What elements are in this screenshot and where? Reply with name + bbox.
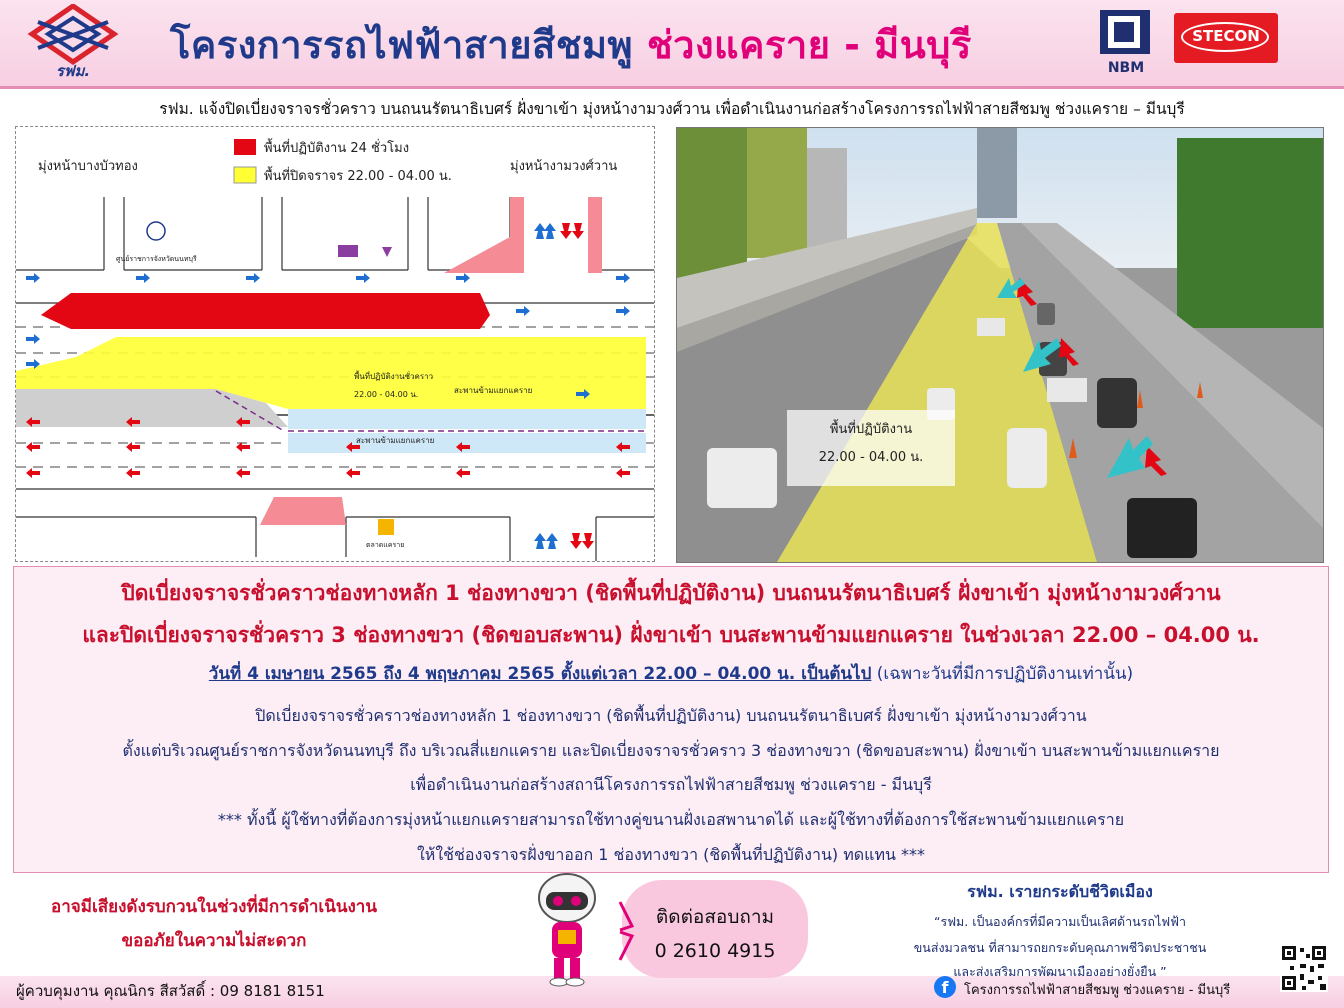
slogan-line-2: ขนส่งมวลชน ที่สามารถยกระดับคุณภาพชีวิตประชาชน xyxy=(913,940,1207,955)
facebook-page-name[interactable]: โครงการรถไฟฟ้าสายสีชมพู ช่วงแคราย - มีนบุรี xyxy=(964,983,1231,998)
traffic-map-diagram xyxy=(16,127,654,561)
phone-icon xyxy=(614,896,644,966)
body-line-1: ปิดเบี่ยงจราจรชั่วคราวช่องทางหลัก 1 ช่องทางขวา (ชิดพื้นที่ปฏิบัติงาน) บนถนนรัตนาธิเบศร์ ฝั่งขาเข้า มุ่งหน้างามวงศ์วาน xyxy=(255,706,1087,725)
slogan-line-1: “รฟม. เป็นองค์กรที่มีความเป็นเลิศด้านรถไฟฟ้า xyxy=(934,914,1186,929)
supervisor-contact: ผู้ควบคุมงาน คุณนิกร สีสวัสดิ์ : 09 8181 8151 xyxy=(16,982,325,1000)
announcement-subtitle: รฟม. แจ้งปิดเบี่ยงจราจรชั่วคราว บนถนนรัตนาธิเบศร์ ฝั่งขาเข้า มุ่งหน้างามวงศ์วาน เพื่อดำเนินงานก่อสร้างโครงการรถไฟฟ้าสายสีชมพู ช่วงแคราย – มีนบุรี xyxy=(159,100,1185,118)
slogan-line-3: และส่งเสริมการพัฒนาเมืองอย่างยั่งยืน ” xyxy=(953,964,1167,979)
body-line-5: ให้ใช้ช่องจราจรฝั่งขาออก 1 ช่องทางขวา (ชิดพื้นที่ปฏิบัติงาน) ทดแทน *** xyxy=(416,845,926,864)
zone-label-2: 22.00 - 04.00 น. xyxy=(354,390,419,399)
body-line-4: *** ทั้งนี้ ผู้ใช้ทางที่ต้องการมุ่งหน้าแยกแครายสามารถใช้ทางคู่ขนานฝั่งเอสพานาดได้ และผู้ใช้ทางที่ต้องการใช้สะพานข้ามแยกแคราย xyxy=(217,810,1125,829)
bridge-inbound xyxy=(288,433,646,453)
photo-label-line1: พื้นที่ปฏิบัติงาน xyxy=(829,422,913,437)
landmark-market: ตลาดแคราย xyxy=(366,541,405,549)
notice-line-1: อาจมีเสียงดังรบกวนในช่วงที่มีการดำเนินงาน xyxy=(51,897,377,917)
body-line-2: ตั้งแต่บริเวณศูนย์ราชการจังหวัดนนทบุรี ถึง บริเวณสี่แยกแคราย และปิดเบี่ยงจราจรชั่วคราว 3 ช่องทางขวา (ชิดขอบสะพาน) ฝั่งขาเข้า บนสะพานข้ามแยกแคราย xyxy=(122,741,1220,760)
notice-line-2: ขออภัยในความไม่สะดวก xyxy=(121,931,307,951)
bridge-label-2: สะพานข้ามแยกแคราย xyxy=(356,436,435,445)
mascot-image xyxy=(530,870,604,988)
legend-red-label: พื้นที่ปฏิบัติงาน 24 ชั่วโมง xyxy=(264,141,410,156)
page-title xyxy=(170,14,972,75)
site-photo-illustration xyxy=(677,128,1323,562)
mrta-logo-text: รฟม. xyxy=(55,62,91,80)
legend-yellow-label: พื้นที่ปิดจราจร 22.00 - 04.00 น. xyxy=(264,169,452,184)
date-range xyxy=(14,660,1328,687)
closure-details-box xyxy=(13,566,1329,873)
body-line-3: เพื่อดำเนินงานก่อสร้างสถานีโครงการรถไฟฟ้าสายสีชมพู ช่วงแคราย - มีนบุรี xyxy=(410,775,932,794)
warning-sign-icon xyxy=(382,247,392,257)
headline-1: ปิดเบี่ยงจราจรชั่วคราวช่องทางหลัก 1 ช่องทางขวา (ชิดพื้นที่ปฏิบัติงาน) บนถนนรัตนาธิเบศร์ ฝั่งขาเข้า มุ่งหน้างามวงศ์วาน xyxy=(121,581,1221,605)
photo-work-area-label xyxy=(787,410,955,486)
traffic-map xyxy=(15,126,655,562)
stecon-logo-text: STECON xyxy=(1192,27,1260,45)
direction-bangbuathong: มุ่งหน้าบางบัวทอง xyxy=(38,159,138,174)
site-photo xyxy=(676,127,1324,563)
slogan-title: รฟม. เรายกระดับชีวิตเมือง xyxy=(967,882,1153,901)
title-main: โครงการรถไฟฟ้าสายสีชมพู xyxy=(170,23,634,67)
header-banner xyxy=(0,0,1344,89)
direction-ngamwongwan: มุ่งหน้างามวงศ์วาน xyxy=(510,159,618,174)
gov-center-icon xyxy=(147,222,165,240)
title-accent: ช่วงแคราย - มีนบุรี xyxy=(646,23,972,67)
contact-title: ติดต่อสอบถาม xyxy=(655,906,775,928)
contact-box xyxy=(622,880,808,978)
market-icon xyxy=(378,519,394,535)
work-zone-red xyxy=(41,293,490,329)
photo-label-line2: 22.00 - 04.00 น. xyxy=(818,450,924,465)
esplanade-icon xyxy=(338,245,358,257)
date-range-note: (เฉพาะวันที่มีการปฏิบัติงานเท่านั้น) xyxy=(871,664,1134,684)
landmark-nonthaburi: ศูนย์ราชการจังหวัดนนทบุรี xyxy=(116,255,197,263)
contact-phone[interactable]: 0 2610 4915 xyxy=(654,940,776,962)
stecon-logo xyxy=(1174,13,1278,63)
mrta-logo xyxy=(14,4,132,80)
headline-2: และปิดเบี่ยงจราจรชั่วคราว 3 ช่องทางขวา (ชิดขอบสะพาน) ฝั่งขาเข้า บนสะพานข้ามแยกแคราย ในช่วงเวลา 22.00 – 04.00 น. xyxy=(82,623,1260,647)
nbm-logo xyxy=(1094,8,1158,76)
bridge-outbound xyxy=(288,409,646,429)
date-range-main: วันที่ 4 เมษายน 2565 ถึง 4 พฤษภาคม 2565 ตั้งแต่เวลา 22.00 – 04.00 น. เป็นต้นไป xyxy=(208,664,872,684)
noise-notice xyxy=(18,890,410,958)
nbm-logo-text: NBM xyxy=(1107,60,1145,76)
bridge-label-1: สะพานข้ามแยกแคราย xyxy=(454,386,533,395)
facebook-icon[interactable]: f xyxy=(934,976,956,998)
qr-code-icon[interactable] xyxy=(1280,944,1328,992)
zone-label-1: พื้นที่ปฏิบัติงานชั่วคราว xyxy=(354,372,434,381)
